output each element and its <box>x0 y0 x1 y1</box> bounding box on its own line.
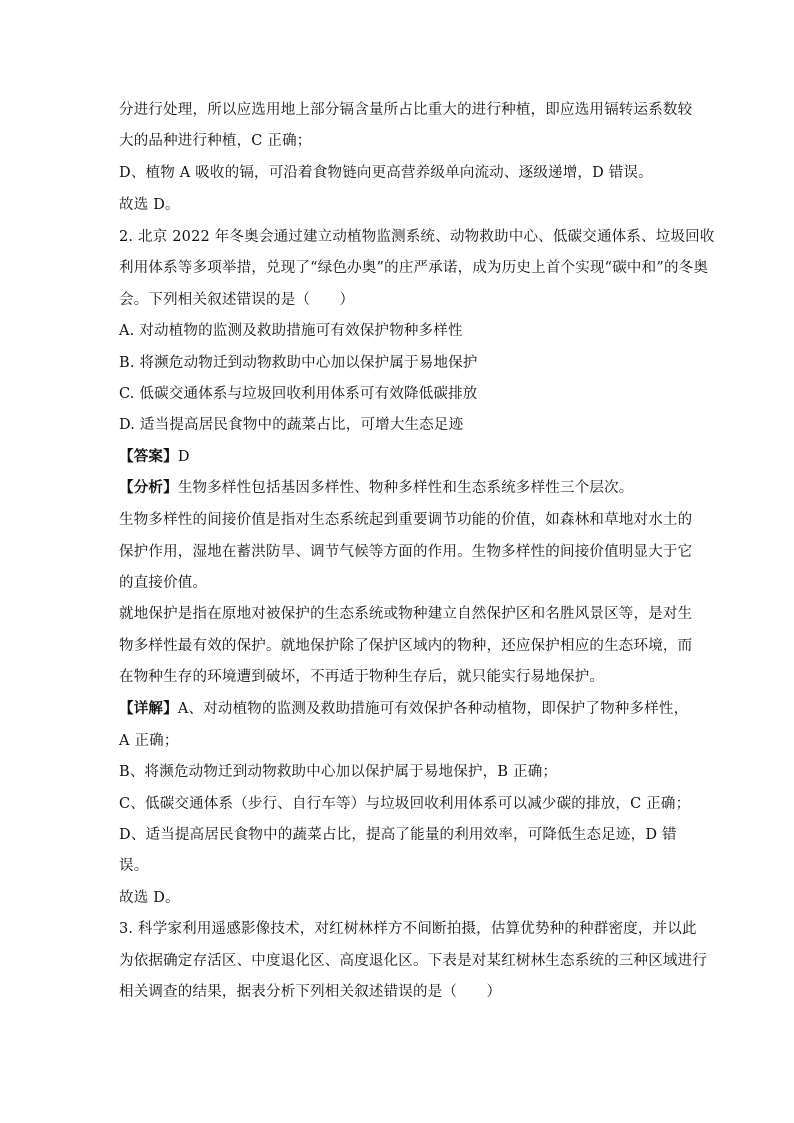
q3-stem-line-2: 为依据确定存活区、中度退化区、高度退化区。下表是对某红树林生态系统的三种区域进行 <box>119 953 707 969</box>
q2-analysis-line-2: 生物多样性的间接价值是指对生态系统起到重要调节功能的价值，如森林和草地对水土的 <box>119 512 693 528</box>
detail-text-1: A、对动植物的监测及救助措施可有效保护各种动植物，即保护了物种多样性， <box>177 701 689 717</box>
q3-stem-line-3: 相关调查的结果，据表分析下列相关叙述错误的是（ ） <box>119 984 502 1000</box>
prev-answer-conclusion: 故选 D。 <box>119 197 180 213</box>
q2-option-d: D. 适当提高居民食物中的蔬菜占比，可增大生态足迹 <box>119 417 464 433</box>
q2-conclusion: 故选 D。 <box>119 890 180 906</box>
analysis-text-1: 生物多样性包括基因多样性、物种多样性和生态系统多样性三个层次。 <box>177 480 634 496</box>
q2-analysis-line-5: 就地保护是指在原地对被保护的生态系统或物种建立自然保护区和名胜风景区等，是对生 <box>119 606 693 622</box>
q2-detail-line-4: C、低碳交通体系（步行、自行车等）与垃圾回收利用体系可以减少碳的排放，C 正确； <box>119 796 691 812</box>
answer-tag: 【答案】 <box>119 448 178 465</box>
q2-detail-line-3: B、将濒危动物迁到动物救助中心加以保护属于易地保护，B 正确； <box>119 764 558 780</box>
q2-option-b: B. 将濒危动物迁到动物救助中心加以保护属于易地保护 <box>119 355 478 371</box>
prev-answer-line-1: 分进行处理，所以应选用地上部分镉含量所占比重大的进行种植，即应选用镉转运系数较 <box>119 102 693 118</box>
q3-stem-line-1: 3. 科学家利用遥感影像技术，对红树林样方不间断拍摄，估算优势种的种群密度，并以此 <box>119 921 697 937</box>
q2-detail-line-6: 误。 <box>119 858 149 874</box>
prev-answer-line-3: D、植物 A 吸收的镉，可沿着食物链向更高营养级单向流动、逐级递增，D 错误。 <box>119 165 653 181</box>
q2-analysis-line-4: 的直接价值。 <box>119 575 208 591</box>
q2-detail-line-1 <box>119 699 688 719</box>
q2-detail-line-5: D、适当提高居民食物中的蔬菜占比，提高了能量的利用效率，可降低生态足迹，D 错 <box>119 827 677 843</box>
q2-analysis-line-1 <box>119 478 634 498</box>
q2-option-c: C. 低碳交通体系与垃圾回收利用体系可有效降低碳排放 <box>119 386 478 402</box>
answer-value: D <box>177 449 190 465</box>
q2-stem-line-2: 利用体系等多项举措，兑现了“绿色办奥”的庄严承诺，成为历史上首个实现“碳中和”的冬奥 <box>119 260 709 276</box>
q2-analysis-line-6: 物多样性最有效的保护。就地保护除了保护区域内的物种，还应保护相应的生态环境，而 <box>119 638 693 654</box>
q2-stem-line-3: 会。下列相关叙述错误的是（ ） <box>119 292 355 308</box>
prev-answer-line-2: 大的品种进行种植，C 正确； <box>119 133 312 149</box>
q2-analysis-line-3: 保护作用，湿地在蓄洪防旱、调节气候等方面的作用。生物多样性的间接价值明显大于它 <box>119 544 693 560</box>
q2-detail-line-2: A 正确； <box>119 733 179 749</box>
q2-stem-line-1: 2. 北京 2022 年冬奥会通过建立动植物监测系统、动物救助中心、低碳交通体系、垃圾回收 <box>119 229 715 245</box>
q2-analysis-line-7: 在物种生存的环境遭到破坏，不再适于物种生存后，就只能实行易地保护。 <box>119 669 605 685</box>
detail-tag: 【详解】 <box>119 700 178 717</box>
q2-answer-line <box>119 447 190 467</box>
q2-option-a: A. 对动植物的监测及救助措施可有效保护物种多样性 <box>119 323 463 339</box>
analysis-tag: 【分析】 <box>119 479 178 496</box>
